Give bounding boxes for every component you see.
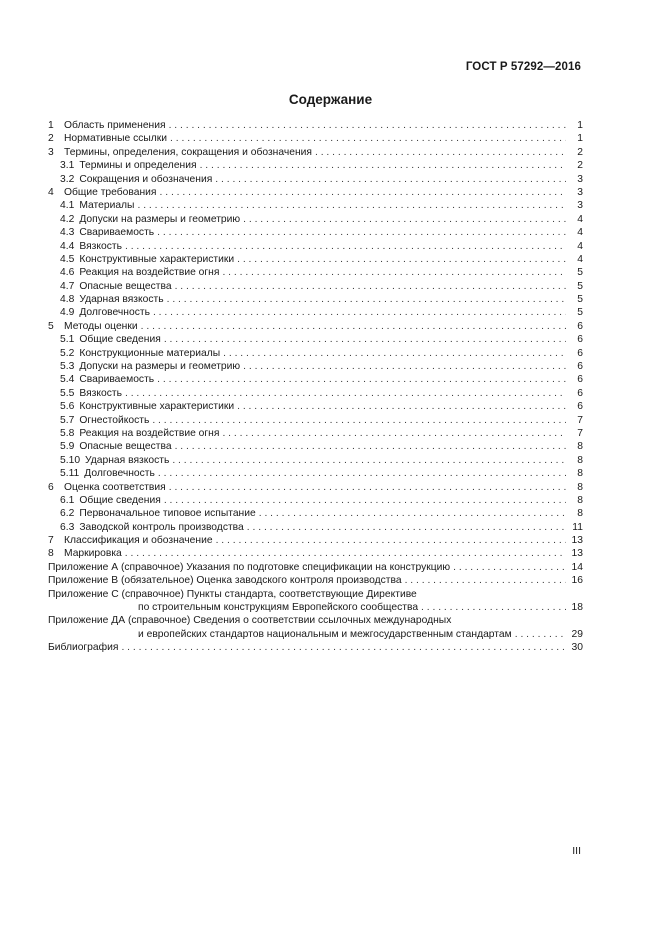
toc-entry-number: 4.5 <box>60 253 75 265</box>
toc-leader-dots <box>175 440 566 453</box>
toc-entry-number: 3.2 <box>60 173 75 185</box>
toc-entry-page: 8 <box>577 481 583 493</box>
toc-entry[interactable] <box>48 507 583 520</box>
toc-entry-number: 5.4 <box>60 374 75 386</box>
toc-entry-title: по строительным конструкциям Европейского сообщества <box>138 602 419 614</box>
toc-entry[interactable] <box>48 253 583 266</box>
toc-entry-title: Материалы <box>79 200 135 212</box>
toc-leader-dots <box>169 119 566 132</box>
toc-entry-number: 5 <box>48 320 54 332</box>
toc-entry[interactable] <box>48 561 583 574</box>
toc-leader-dots <box>141 320 566 333</box>
toc-entry-title: Термины, определения, сокращения и обозначения <box>64 146 312 158</box>
toc-entry-page: 6 <box>577 334 583 346</box>
toc-entry[interactable] <box>48 320 583 333</box>
toc-entry-page: 13 <box>571 535 583 547</box>
toc-entry-title: Ударная вязкость <box>85 454 170 466</box>
toc-entry[interactable] <box>48 186 583 199</box>
toc-leader-dots <box>222 427 566 440</box>
toc-entry-page: 11 <box>572 521 583 533</box>
toc-entry[interactable] <box>48 614 583 627</box>
toc-entry[interactable] <box>48 588 583 601</box>
toc-entry[interactable] <box>48 574 583 587</box>
toc-entry-number: 3.1 <box>60 160 75 172</box>
toc-entry-title: Общие сведения <box>79 334 161 346</box>
toc-entry-title: Конструктивные характеристики <box>79 401 235 413</box>
toc-entry-title: Реакция на воздействие огня <box>79 427 220 439</box>
page-number: III <box>572 845 581 857</box>
toc-leader-dots <box>157 226 566 239</box>
toc-entry[interactable] <box>48 159 583 172</box>
toc-entry[interactable] <box>48 226 583 239</box>
toc-leader-dots <box>157 373 566 386</box>
toc-entry-number: 4.2 <box>60 213 75 225</box>
toc-entry[interactable] <box>48 601 583 614</box>
toc-entry-title: Маркировка <box>64 548 122 560</box>
toc-entry-title: Классификация и обозначение <box>64 535 213 547</box>
toc-entry-page: 14 <box>571 561 583 573</box>
toc-entry-page: 3 <box>577 173 583 185</box>
toc-entry-title: Долговечность <box>79 307 150 319</box>
toc-leader-dots <box>200 159 566 172</box>
toc-entry-page: 5 <box>577 267 583 279</box>
toc-entry-title: и европейских стандартов национальным и межгосударственным стандартам <box>138 628 512 640</box>
toc-entry[interactable] <box>48 414 583 427</box>
toc-leader-dots <box>152 414 566 427</box>
toc-entry-number: 4.4 <box>60 240 75 252</box>
toc-entry-number: 5.7 <box>60 414 75 426</box>
toc-entry-number: 5.5 <box>60 387 75 399</box>
toc-entry-page: 4 <box>577 240 583 252</box>
toc-leader-dots <box>125 548 566 561</box>
toc-entry[interactable] <box>48 266 583 279</box>
toc-entry-page: 29 <box>571 628 583 640</box>
toc-leader-dots <box>175 280 566 293</box>
toc-entry-number: 5.10 <box>60 454 81 466</box>
toc-entry-number: 5.11 <box>60 468 80 480</box>
toc-entry-title: Приложение В (обязательное) Оценка заводского контроля производства <box>48 575 402 587</box>
toc-leader-dots <box>170 132 566 145</box>
toc-entry-number: 4.7 <box>60 280 75 292</box>
toc-leader-dots <box>243 213 566 226</box>
toc-entry-number: 6.1 <box>60 494 75 506</box>
toc-entry-page: 6 <box>577 401 583 413</box>
toc-entry-title: Огнестойкость <box>79 414 150 426</box>
toc-entry-number: 5.8 <box>60 427 75 439</box>
toc-entry[interactable] <box>48 146 583 159</box>
toc-entry-title: Первоначальное типовое испытание <box>79 508 256 520</box>
toc-entry[interactable] <box>48 400 583 413</box>
toc-leader-dots <box>237 253 566 266</box>
toc-entry-number: 6 <box>48 481 54 493</box>
toc-entry-title: Допуски на размеры и геометрию <box>79 213 241 225</box>
toc-entry-title: Опасные вещества <box>79 280 172 292</box>
toc-entry-page: 8 <box>577 441 583 453</box>
toc-leader-dots <box>405 574 566 587</box>
toc-entry-number: 4.8 <box>60 294 75 306</box>
toc-entry[interactable] <box>48 387 583 400</box>
toc-entry-page: 7 <box>577 427 583 439</box>
toc-leader-dots <box>421 601 566 614</box>
toc-entry-page: 8 <box>577 494 583 506</box>
toc-entry-page: 2 <box>577 146 583 158</box>
toc-entry-number: 5.1 <box>60 334 75 346</box>
toc-leader-dots <box>172 454 566 467</box>
toc-entry-page: 1 <box>577 119 583 131</box>
toc-entry-number: 3 <box>48 146 54 158</box>
toc-entry-page: 13 <box>571 548 583 560</box>
toc-entry-title: Вязкость <box>79 240 122 252</box>
toc-entry-page: 6 <box>577 361 583 373</box>
toc-entry-number: 1 <box>48 119 54 131</box>
toc-entry-page: 6 <box>577 347 583 359</box>
toc-entry-page: 8 <box>577 454 583 466</box>
toc-entry[interactable] <box>48 467 583 480</box>
toc-leader-dots <box>315 146 566 159</box>
toc-entry-number: 5.6 <box>60 401 75 413</box>
toc-entry[interactable] <box>48 641 583 654</box>
toc-entry-page: 18 <box>571 602 583 614</box>
toc-leader-dots <box>216 534 566 547</box>
toc-entry-number: 7 <box>48 535 54 547</box>
toc-entry[interactable] <box>48 306 583 319</box>
toc-entry-title: Приложение С (справочное) Пункты стандарта, соответствующие Директиве <box>48 588 417 600</box>
page-title: Содержание <box>288 92 373 107</box>
toc-leader-dots <box>237 400 566 413</box>
toc-leader-dots <box>222 266 566 279</box>
toc-entry-title: Конструктивные характеристики <box>79 253 235 265</box>
toc-entry-number: 2 <box>48 133 54 145</box>
toc-entry-page: 4 <box>577 213 583 225</box>
toc-entry[interactable] <box>48 333 583 346</box>
toc-leader-dots <box>164 333 566 346</box>
toc-entry-title: Вязкость <box>79 387 122 399</box>
toc-entry[interactable] <box>48 548 583 561</box>
toc-leader-dots <box>158 467 566 480</box>
toc-entry-number: 8 <box>48 548 54 560</box>
toc-entry-page: 1 <box>577 133 583 145</box>
toc-entry-page: 6 <box>577 374 583 386</box>
toc-entry-title: Нормативные ссылки <box>64 133 168 145</box>
toc-entry-page: 3 <box>577 186 583 198</box>
toc-entry[interactable] <box>48 534 583 547</box>
toc-leader-dots <box>259 507 566 520</box>
toc-entry-number: 5.9 <box>60 441 75 453</box>
toc-entry-page: 8 <box>577 508 583 520</box>
toc-entry[interactable] <box>48 199 583 212</box>
toc-leader-dots <box>453 561 566 574</box>
toc-entry[interactable] <box>48 347 583 360</box>
toc-entry[interactable] <box>48 373 583 386</box>
toc-entry-page: 3 <box>577 200 583 212</box>
toc-entry[interactable] <box>48 173 583 186</box>
toc-entry-number: 6.3 <box>60 521 75 533</box>
toc-leader-dots <box>215 173 566 186</box>
toc-entry[interactable] <box>48 440 583 453</box>
toc-entry-page: 16 <box>571 575 583 587</box>
toc-entry[interactable] <box>48 119 583 132</box>
toc-entry-title: Свариваемость <box>79 227 155 239</box>
toc-leader-dots <box>160 186 567 199</box>
toc-entry-title: Приложение А (справочное) Указания по подготовке спецификации на конструкцию <box>48 561 451 573</box>
toc-entry[interactable] <box>48 427 583 440</box>
toc-entry-title: Свариваемость <box>79 374 155 386</box>
toc-entry-title: Заводской контроль производства <box>79 521 244 533</box>
toc-entry-number: 4.1 <box>60 200 75 212</box>
toc-entry[interactable] <box>48 494 583 507</box>
toc-entry-page: 2 <box>577 160 583 172</box>
toc-entry[interactable] <box>48 280 583 293</box>
toc-entry-title: Оценка соответствия <box>64 481 166 493</box>
toc-entry[interactable] <box>48 213 583 226</box>
toc-entry-number: 5.3 <box>60 361 75 373</box>
toc-entry-title: Методы оценки <box>64 320 138 332</box>
toc-entry-title: Конструкционные материалы <box>79 347 221 359</box>
toc-entry[interactable] <box>48 240 583 253</box>
toc-entry[interactable] <box>48 521 583 534</box>
toc-leader-dots <box>515 628 566 641</box>
toc-entry[interactable] <box>48 360 583 373</box>
toc-leader-dots <box>137 199 566 212</box>
toc-entry[interactable] <box>48 628 583 641</box>
toc-entry-title: Библиография <box>48 642 119 654</box>
toc-leader-dots <box>247 521 566 534</box>
toc-entry-title: Допуски на размеры и геометрию <box>79 361 241 373</box>
toc-entry-title: Ударная вязкость <box>79 294 164 306</box>
toc-entry-title: Сокращения и обозначения <box>79 173 213 185</box>
toc-entry-title: Опасные вещества <box>79 441 172 453</box>
toc-entry-page: 30 <box>571 642 583 654</box>
toc-entry-number: 6.2 <box>60 508 75 520</box>
toc-leader-dots <box>243 360 566 373</box>
toc-entry-number: 5.2 <box>60 347 75 359</box>
toc-entry[interactable] <box>48 132 583 145</box>
toc-leader-dots <box>223 347 566 360</box>
toc-leader-dots <box>121 641 566 654</box>
toc-entry-title: Область применения <box>64 119 166 131</box>
toc-entry-title: Долговечность <box>84 468 155 480</box>
toc-entry-title: Общие требования <box>64 186 157 198</box>
toc-entry-title: Термины и определения <box>79 160 197 172</box>
toc-entry-number: 4 <box>48 186 54 198</box>
toc-entry-page: 6 <box>577 387 583 399</box>
toc-entry-title: Реакция на воздействие огня <box>79 267 220 279</box>
toc-entry-page: 7 <box>577 414 583 426</box>
toc-entry-page: 4 <box>577 253 583 265</box>
toc-entry-title: Общие сведения <box>79 494 161 506</box>
document-code: ГОСТ Р 57292—2016 <box>465 61 581 73</box>
toc-entry[interactable] <box>48 481 583 494</box>
toc-leader-dots <box>169 481 566 494</box>
toc-entry-page: 5 <box>577 294 583 306</box>
toc-entry-title: Приложение ДА (справочное) Сведения о соответствии ссылочных международных <box>48 615 452 627</box>
toc-leader-dots <box>125 240 566 253</box>
toc-entry-page: 5 <box>577 307 583 319</box>
toc-entry-page: 6 <box>577 320 583 332</box>
toc-entry-number: 4.6 <box>60 267 75 279</box>
toc-leader-dots <box>167 293 566 306</box>
table-of-contents <box>48 119 583 655</box>
toc-entry-number: 4.3 <box>60 227 75 239</box>
toc-leader-dots <box>125 387 566 400</box>
toc-leader-dots <box>153 306 566 319</box>
toc-entry[interactable] <box>48 293 583 306</box>
toc-entry-page: 8 <box>577 468 583 480</box>
toc-entry-number: 4.9 <box>60 307 75 319</box>
toc-entry-page: 5 <box>577 280 583 292</box>
toc-entry[interactable] <box>48 454 583 467</box>
toc-entry-page: 4 <box>577 227 583 239</box>
toc-leader-dots <box>164 494 566 507</box>
